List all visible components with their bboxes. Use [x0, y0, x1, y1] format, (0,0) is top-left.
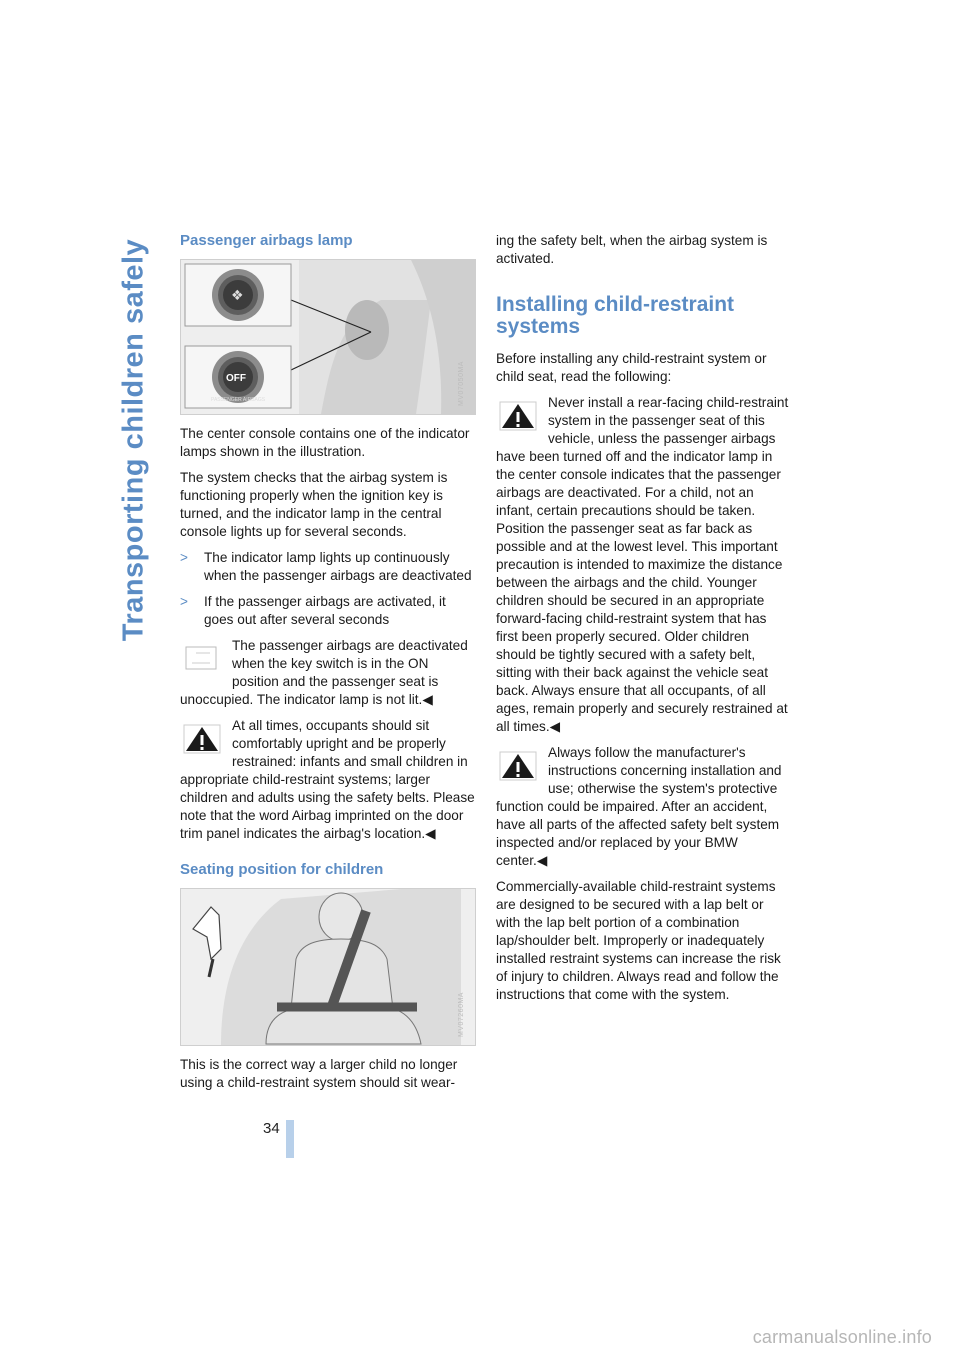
end-mark: ◀: [536, 853, 548, 868]
paragraph: Commercially-available child-restraint systems are designed to be secured with a lap belt or with the lap belt portion of a combination lap/shoulder belt. Improperly or inadequately installed restraint systems can increase the risk of injury to children. Always read and follow the instructions that come with the system.: [496, 879, 781, 1002]
paragraph: ing the safety belt, when the airbag system is activated.: [496, 233, 768, 266]
left-column: [180, 232, 476, 1100]
ring-text: PASSENGER AIRBAGS: [211, 397, 266, 403]
figure-child-seating: [180, 888, 476, 1046]
heading-passenger-airbags-lamp: Passenger airbags lamp: [180, 232, 353, 249]
right-column: [496, 232, 790, 1012]
paragraph: The center console contains one of the indicator lamps shown in the illustration.: [180, 426, 470, 459]
page-number: 34: [263, 1120, 280, 1137]
note-icon: [180, 641, 224, 675]
list-item: > The indicator lamp lights up continuously when the passenger airbags are deactivated: [180, 550, 472, 583]
figure-airbag-lamps: [180, 259, 476, 415]
warning-note: Never install a rear-facing child-restraint system in the passenger seat of this vehicle, unless the passenger airbags have been turned off and the indicator lamp in the center console indicates that the passenger airbags are deactivated. For a child, not an infant, certain precautions should be taken. Position the passenger seat as far back as possible and at the lowest level. This important precaution is intended to maximize the distance between the airbags and the child. Younger children should be secured in an appropriate forward-facing child-restraint system that has first been properly secured. Older children should be tightly secured with a safety belt, sitting with their back against the vehicle seat back. Always ensure that all occupants, of all ages, remain properly and securely restrained at all times.◀: [496, 395, 789, 734]
bullet-mark: >: [180, 550, 188, 565]
side-title: Transporting children safely: [117, 238, 150, 642]
info-note: The passenger airbags are deactivated when the key switch is in the ON position and the passenger seat is unoccupied. The indicator lamp is not lit.◀: [180, 638, 468, 707]
off-lamp-label: OFF: [226, 373, 246, 384]
warning-icon: [496, 748, 540, 782]
warning-icon: [180, 721, 224, 755]
watermark: carmanualsonline.info: [752, 1327, 932, 1347]
end-mark: ◀: [422, 692, 433, 707]
svg-text:❖: ❖: [231, 288, 244, 304]
end-mark: ◀: [549, 719, 561, 734]
page-bar: [286, 1120, 294, 1158]
paragraph: The system checks that the airbag system is functioning properly when the ignition key is turned, and the indicator lamp in the central console lights up for several seconds.: [180, 470, 448, 539]
warning-note: At all times, occupants should sit comfortably upright and be properly restrained: infants and small children in appropriate child-restraint systems; larger children and adults using the safety belts. Please note that the word Airbag imprinted on the door trim panel indicates the airbag's location.◀: [180, 718, 475, 841]
list-item: > If the passenger airbags are activated, it goes out after several seconds: [180, 594, 446, 627]
warning-icon: [496, 398, 540, 432]
figure-code: MV07050MA: [458, 361, 465, 406]
paragraph: Before installing any child-restraint system or child seat, read the following:: [496, 351, 767, 384]
heading-seating-position: Seating position for children: [180, 861, 384, 878]
heading-installing-child-restraint: Installing child-restraint systems: [496, 293, 735, 338]
bullet-mark: >: [180, 594, 188, 609]
end-mark: ◀: [425, 826, 436, 841]
warning-note: Always follow the manufacturer's instructions concerning installation and use; otherwise the system's protective function could be impaired. After an accident, have all parts of the affected safety belt system inspected and/or replaced by your BMW center.◀: [496, 745, 782, 868]
paragraph: This is the correct way a larger child no longer using a child-restraint system should sit wear-: [180, 1057, 458, 1090]
figure-code: MV07260MA: [458, 992, 465, 1037]
child-belt-illustration: [181, 889, 475, 1045]
